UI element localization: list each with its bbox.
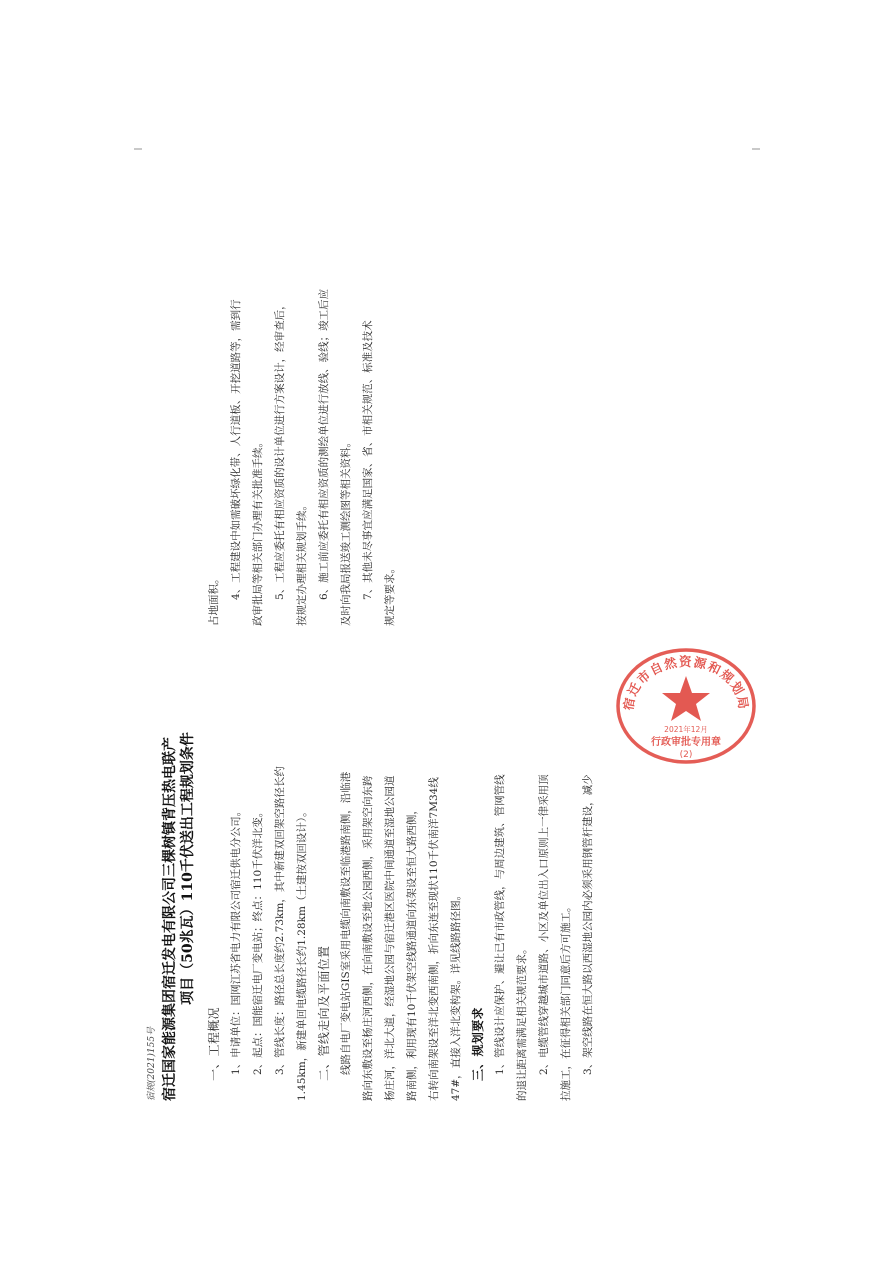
- title-line-1: 宿迁国家能源集团宿迁发电有限公司三棵树镇背压热电联产: [162, 737, 178, 1101]
- left-line: 47#，直接入洋北变构架。详见线路路径图。: [450, 889, 462, 1101]
- right-line: 6、施工前应委托有相应资质的测绘单位进行放线、验线；竣工后应: [318, 288, 330, 600]
- right-line: 占地面积。: [208, 573, 220, 626]
- left-line: 的退让距离需满足相关规范要求。: [516, 943, 528, 1101]
- left-line: 3、架空线路在恒大路以西湿地公园内必须采用钢管杆建设，减少: [582, 774, 594, 1075]
- scan-speck-left: [134, 148, 142, 150]
- right-line: 7、其他未尽事宜应满足国家、省、市相关规范、标准及技术: [362, 320, 374, 600]
- right-column: [146, 161, 756, 626]
- left-line: 路南侧，利用现有10千伏架空线路通道向东架设至恒大路西侧，: [406, 804, 418, 1101]
- left-line: 3、管线长度：路径总长度约2.73km，其中新建双回架空路径长约: [274, 766, 286, 1075]
- seal-star-icon: [662, 676, 710, 721]
- left-line: 路向东敷设至杨庄河西侧，在向南敷设至地公园西侧，采用架空向东跨: [362, 775, 374, 1101]
- seal-date: 2021年12月: [664, 725, 708, 734]
- left-line: 1.45km，新建单回电缆路径长约1.28km（土建按双回设计）。: [296, 806, 308, 1101]
- title-line-2: 项目（50兆瓦）110千伏送出工程规划条件: [180, 732, 196, 1005]
- right-line: 4、工程建设中如需破坏绿化带、人行道板、开挖道路等，需到行: [230, 299, 242, 600]
- right-line: 按规定办理相关规划手续。: [296, 500, 308, 626]
- official-seal: [611, 646, 761, 766]
- left-line: 2、起点：国能宿迁电厂变电站；终点：110千伏洋北变。: [252, 806, 264, 1075]
- left-line: 拉施工，在征得相关部门同意后方可施工。: [560, 901, 572, 1101]
- left-line: 杨庄河，洋北大道，经湿地公园与宿迁港区医院中间通道至湿地公园道: [384, 775, 396, 1101]
- right-line: 规定等要求。: [384, 563, 396, 626]
- left-line: 2、电缆管线穿越城市道路、小区及单位出入口原则上一律采用顶: [538, 774, 550, 1075]
- seal-number: (2): [679, 750, 693, 760]
- right-line: 5、工程应委托有相应资质的设计单位进行方案设计，经审查后，: [274, 299, 286, 600]
- section-3-heading: 三、规划要求: [471, 1007, 485, 1081]
- section-2-heading: 二、管线走向及平面位置: [317, 945, 331, 1081]
- doc-number: 宿规(2021)155号: [147, 1026, 157, 1101]
- left-line: 线路自电厂变电站GIS室采用电缆向南敷设至临港路南侧，沿临港: [340, 771, 352, 1075]
- seal-org-text: 宿迁市自然资源和规划局: [620, 654, 752, 712]
- left-line: 1、申请单位：国网江苏省电力有限公司宿迁供电分公司。: [230, 805, 242, 1075]
- seal-purpose: 行政审批专用章: [651, 737, 721, 748]
- right-line: 政审批局等相关部门办理有关批准手续。: [252, 437, 264, 626]
- left-line: 右转向南架设至洋北变西南侧，折向东连至现状110千伏南洋7M34线: [428, 777, 440, 1101]
- scan-speck-right: [752, 148, 760, 150]
- left-line: 1、管线设计应保护、避让已有市政管线，与周边建筑、管网管线: [494, 774, 506, 1075]
- right-line: 及时向我局报送竣工测绘图等相关资料。: [340, 437, 352, 626]
- section-1-heading: 一、工程概况: [207, 1007, 221, 1081]
- rotated-document-page: [126, 151, 766, 1111]
